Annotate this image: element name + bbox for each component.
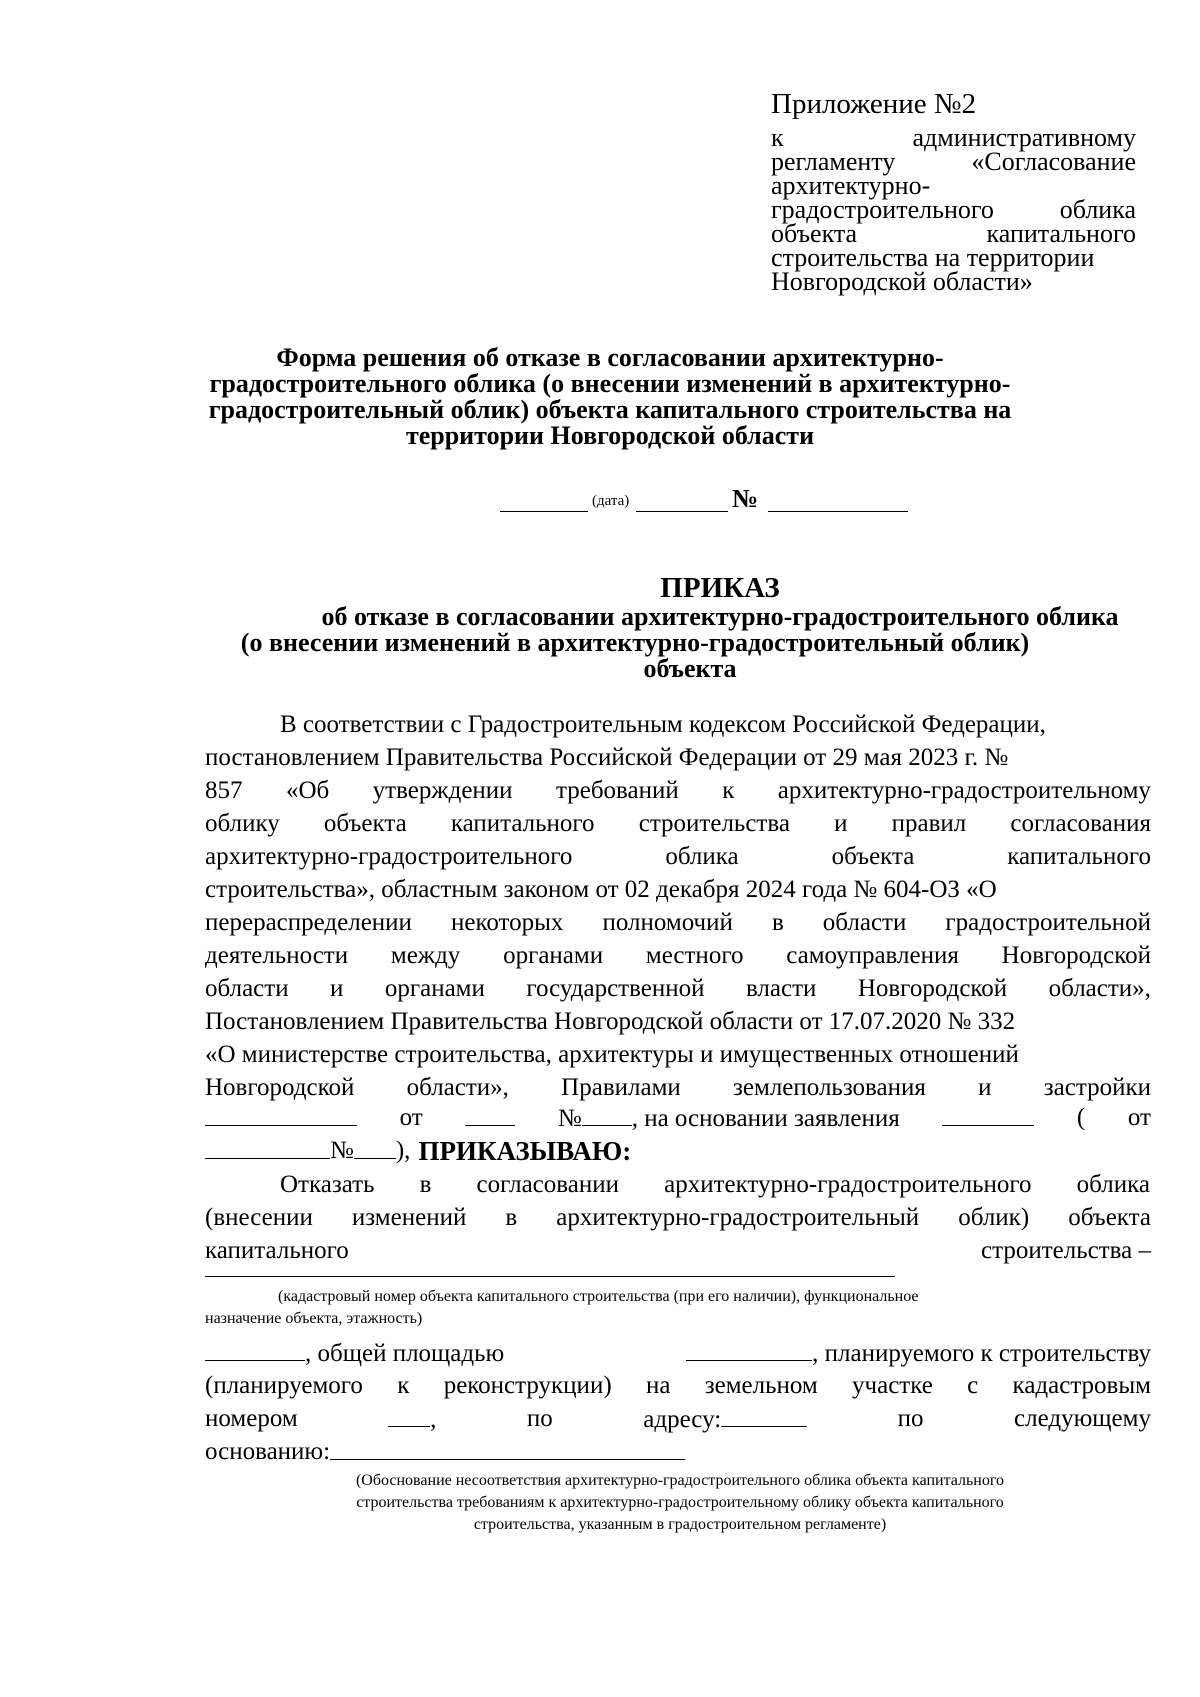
body-word: области [205,975,289,1002]
appendix-reference [771,123,1136,296]
refuse-word: строительства – [981,1237,1151,1264]
appendix-word: объекта [771,219,858,248]
area-word: с [967,1372,979,1399]
body-word: архитектурно-градостроительного [205,843,573,870]
fill-line-2 [205,1136,1151,1166]
application-number-blank [354,1136,396,1159]
appendix-word: административному [912,123,1136,152]
refuse-word: согласовании [476,1171,619,1198]
body-word: полномочий [602,909,733,936]
body-word: Постановлением Правительства Новгородской области от 17.07.2020 № 332 [205,1008,1016,1035]
appendix-word: Новгородской области» [771,267,1033,296]
appendix-word: облика [1059,195,1136,224]
refuse-word: архитектурно-градостроительный [556,1204,920,1231]
area-blank [686,1338,812,1361]
body-word: утверждении [372,777,513,804]
following-label: следующему [1014,1405,1151,1432]
by-label-2: по [897,1405,924,1432]
number-blank [768,511,908,512]
appendix-word: к [771,123,784,152]
body-word: строительства [638,810,790,837]
form-title-line: Форма решения об отказе в согласовании архитектурно- [276,343,944,372]
date-number-line [500,484,920,516]
order-word: ПРИКАЗЫВАЮ: [418,1136,632,1166]
refuse-word: облик) [958,1204,1030,1231]
body-word: облику [205,810,280,837]
refuse-word: Отказать [280,1171,375,1198]
body-word: облика [665,843,739,870]
body-word: В соответствии с Градостроительным кодексом Российской Федерации, [280,711,1046,738]
appendix-word: «Согласование [971,147,1136,176]
body-word: объекта [323,810,407,837]
address-blank [721,1404,807,1427]
body-word: местного [645,942,744,969]
caption-basis-line: (Обоснование несоответствия архитектурно-градостроительного облика объекта капитального [355,1472,1005,1489]
body-word: перераспределении [205,909,412,936]
number-sign: № [732,484,759,513]
basis-word: основанию: [205,1438,331,1465]
area-word: земельном [704,1372,818,1399]
body-word: застройки [1043,1074,1151,1101]
area-word: кадастровым [1012,1372,1151,1399]
body-word: согласования [1010,810,1151,837]
number-label: номером [205,1405,298,1432]
appendix-title: Приложение №2 [771,88,977,120]
body-word: и [330,975,344,1002]
appendix-line [771,267,1136,296]
body-word: области [822,909,907,936]
body-line [205,875,1151,905]
refuse-line [205,1236,1151,1266]
body-line [205,743,1151,773]
cadastral-number-blank [388,1404,430,1427]
body-line [205,1040,1151,1070]
no-label: № [330,1137,354,1164]
body-word: Новгородской [1001,942,1151,969]
refuse-word: (внесении [205,1204,313,1231]
appendix-word: регламенту [771,147,896,176]
basis-label: , на основании заявления [631,1105,900,1132]
body-word: Новгородской [857,975,1008,1002]
by-label: по [526,1405,553,1432]
refuse-line [280,1170,1150,1200]
form-title-line: территории Новгородской области [405,421,815,450]
order-subtitle-line: (о внесении изменений в архитектурно-градостроительный облик) [240,628,1030,657]
caption-basis [200,1470,1160,1536]
caption-basis-line: строительства, указанным в градостроительном регламенте) [473,1516,887,1533]
refuse-word: капитального [205,1237,349,1264]
comma: , [430,1406,437,1433]
refuse-line [205,1203,1151,1233]
form-title-line: градостроительного облика (о внесении изменений в архитектурно- [209,369,1011,398]
body-word: некоторых [450,909,564,936]
refuse-word: облика [1076,1171,1150,1198]
body-word: области», [1048,975,1151,1002]
body-line [205,842,1151,872]
area-word: (планируемого [205,1372,363,1399]
body-line [280,710,1150,740]
refuse-word: в [419,1171,432,1198]
body-line [205,1073,1151,1103]
body-word: архитектурно-градостроительному [777,777,1151,804]
appendix-word: градостроительного [771,195,994,224]
body-word: постановлением Правительства Российской Федерации от 29 мая 2023 г. № [205,744,1009,771]
area-line-4 [205,1437,1151,1467]
area-line-3 [205,1404,1151,1435]
planned-label: , планируемого к строительству [812,1340,1151,1367]
area-line-1 [205,1338,1151,1369]
body-line [205,809,1151,839]
body-word: Правилами [561,1074,681,1101]
date-label: (дата) [592,493,630,509]
caption-cadastral: (кадастровый номер объекта капитального строительства (при его наличии), функциональное [278,1288,919,1305]
refuse-word: в [505,1204,518,1231]
body-word: строительства», областным законом от 02 декабря 2024 года № 604-ОЗ «О [205,876,997,903]
body-word: деятельности [205,942,349,969]
body-word: между [390,942,461,969]
order-subtitle-line: объекта [643,654,737,683]
rules-date-blank [465,1103,515,1126]
body-word: «Об [285,777,330,804]
refuse-word: архитектурно-градостроительного [664,1171,1032,1198]
form-title-line: градостроительный облик) объекта капитального строительства на [208,395,1012,424]
body-word: капитального [450,810,595,837]
body-word: самоуправления [786,942,959,969]
area-label: , общей площадью [305,1340,505,1367]
body-word: капитального [1007,843,1151,870]
from-label-2: от [1127,1104,1151,1131]
body-line [205,1007,1151,1037]
body-word: градостроительной [945,909,1151,936]
application-date-blank [205,1136,330,1159]
order-title: ПРИКАЗ [660,572,780,604]
date-blank-2 [636,511,728,512]
body-word: объекта [831,843,915,870]
body-word: и [834,810,848,837]
body-word: государственной [526,975,705,1002]
area-line-2 [205,1371,1151,1401]
open-paren: ( [1076,1104,1086,1131]
body-line [205,974,1151,1004]
address-label: адресу: [643,1406,722,1433]
rules-name-blank [205,1103,357,1126]
body-line [205,941,1151,971]
basis-blank [330,1437,685,1460]
caption-basis-line: строительства требованиям к архитектурно-градостроительному облику объекта капитального [356,1494,1004,1511]
application-blank [942,1103,1034,1126]
form-title [190,345,1030,449]
body-word: к [722,777,735,804]
refuse-word: изменений [351,1204,467,1231]
body-word: правил [891,810,967,837]
caption-cadastral-2: назначение объекта, этажность) [205,1310,423,1327]
body-word: в [771,909,784,936]
area-word: к [397,1372,410,1399]
body-line [205,908,1151,938]
body-word: и [978,1074,992,1101]
body-word: Новгородской [205,1074,355,1101]
body-line [205,776,1151,806]
body-word: органами [384,975,485,1002]
fill-line-1 [205,1103,1151,1134]
rules-number-blank [582,1103,632,1126]
appendix-word: архитектурно- [771,171,931,200]
area-word: на [645,1372,671,1399]
order-subtitle-line: об отказе в согласовании архитектурно-градостроительного облика [321,602,1119,631]
body-word: требований [556,777,679,804]
area-word: участке [852,1372,933,1399]
order-heading [190,572,1190,682]
appendix-word: строительства на территории [771,243,1095,272]
appendix-word: капитального [986,219,1136,248]
date-blank [500,511,588,512]
body-word: органами [503,942,604,969]
close-paren: ), [395,1137,411,1164]
body-word: 857 [205,777,243,804]
area-word: реконструкции) [443,1372,612,1399]
body-word: области», [406,1074,509,1101]
no-label: № [557,1105,582,1132]
object-description-rule [205,1276,895,1277]
body-word: «О министерстве строительства, архитектуры и имущественных отношений [205,1041,1019,1068]
body-word: землепользования [733,1074,926,1101]
from-label: от [399,1104,423,1131]
floors-blank [205,1338,305,1361]
body-word: власти [745,975,817,1002]
refuse-word: объекта [1068,1204,1151,1231]
